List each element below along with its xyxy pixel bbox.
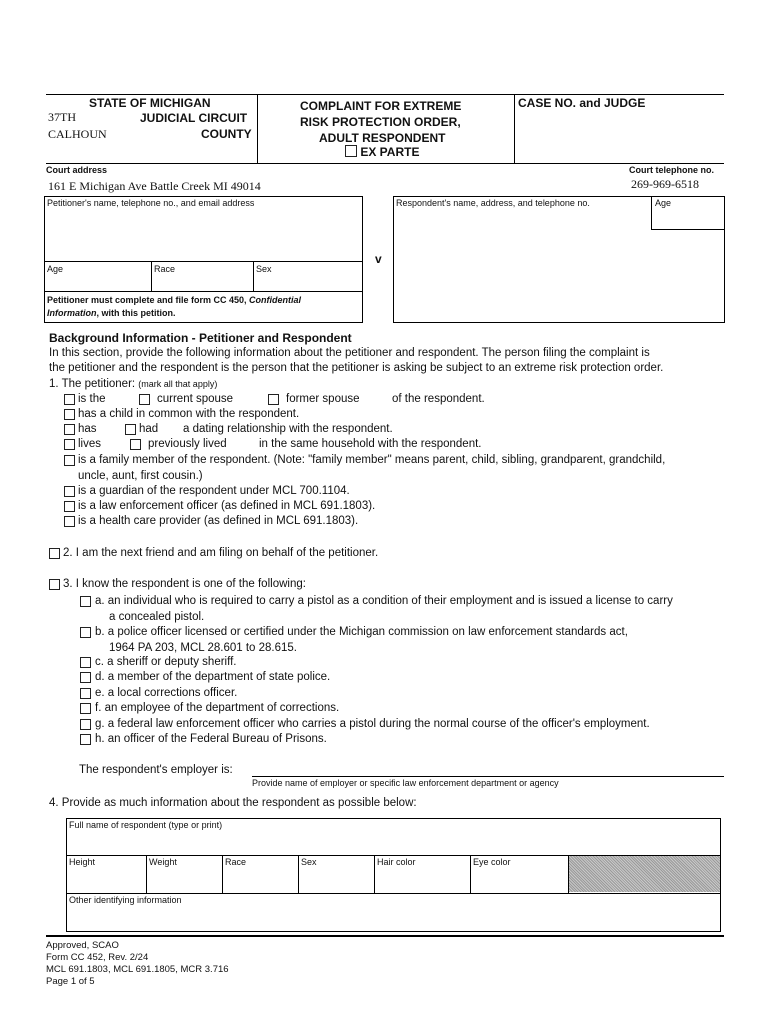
other-info-label: Other identifying information <box>69 895 182 905</box>
dating-relationship-label: a dating relationship with the respondent. <box>183 423 393 435</box>
respondent-age-divider-v <box>651 196 652 230</box>
employer-underline <box>252 776 724 777</box>
form-title-line-1: COMPLAINT FOR EXTREME <box>300 99 462 113</box>
family-member-line-1: is a family member of the respondent. (Note: "family member" means parent, child, sibling, grandparent, grandchild, <box>78 454 666 466</box>
info-col-divider-5 <box>470 855 471 893</box>
child-in-common-checkbox[interactable] <box>64 409 75 420</box>
option-g-checkbox[interactable] <box>80 719 91 730</box>
petitioner-note <box>47 294 347 320</box>
option-d-checkbox[interactable] <box>80 672 91 683</box>
eye-color-label: Eye color <box>473 857 511 867</box>
form-title-line-2: RISK PROTECTION ORDER, <box>300 115 461 129</box>
info-col-divider-4 <box>374 855 375 893</box>
option-h-checkbox[interactable] <box>80 734 91 745</box>
option-c-label: c. a sheriff or deputy sheriff. <box>95 656 237 668</box>
has-dating-checkbox[interactable] <box>64 424 75 435</box>
petitioner-row-divider-2 <box>44 291 363 292</box>
respondent-name-label: Respondent's name, address, and telephone no. <box>396 198 590 208</box>
employer-label: The respondent's employer is: <box>79 764 233 776</box>
form-title-line-3: ADULT RESPONDENT <box>319 131 446 145</box>
item-1-note: (mark all that apply) <box>138 379 218 389</box>
respondent-role-checkbox[interactable] <box>49 579 60 590</box>
petitioner-note-end: , with this petition. <box>96 308 176 318</box>
header-top-rule <box>46 94 724 95</box>
option-h-label: h. an officer of the Federal Bureau of Prisons. <box>95 733 327 745</box>
next-friend-label: 2. I am the next friend and am filing on behalf of the petitioner. <box>63 547 379 559</box>
background-intro-line-2: the petitioner and the respondent is the person that the petitioner is asking be subject to an extreme risk protection order. <box>49 362 664 374</box>
option-f-checkbox[interactable] <box>80 703 91 714</box>
state-name: STATE OF MICHIGAN <box>89 96 211 110</box>
respondent-age-label: Age <box>655 198 672 208</box>
petitioner-name-field[interactable] <box>45 210 362 260</box>
circuit-number[interactable]: 37TH <box>48 110 76 124</box>
respondent-age-divider-h <box>651 229 725 230</box>
footer-form-number: Form CC 452, Rev. 2/24 <box>46 952 149 963</box>
has-dating-label: has <box>78 423 97 435</box>
petitioner-name-label: Petitioner's name, telephone no., and email address <box>47 198 255 208</box>
child-in-common-label: has a child in common with the respondent. <box>78 408 300 420</box>
is-the-checkbox[interactable] <box>64 394 75 405</box>
option-d-label: d. a member of the department of state police. <box>95 671 331 683</box>
county-label: COUNTY <box>201 127 252 141</box>
info-col-divider-3 <box>298 855 299 893</box>
option-a-line-2: a concealed pistol. <box>109 611 205 623</box>
former-spouse-label: former spouse <box>286 393 360 405</box>
petitioner-race-label: Race <box>154 264 176 274</box>
household-label: in the same household with the respondent. <box>259 438 482 450</box>
info-col-divider-1 <box>146 855 147 893</box>
petitioner-sex-label: Sex <box>256 264 272 274</box>
had-dating-checkbox[interactable] <box>125 424 136 435</box>
petitioner-note-bold: Petitioner must complete and file form CC 450, <box>47 295 250 305</box>
employer-hint: Provide name of employer or specific law enforcement department or agency <box>252 778 559 788</box>
race-label: Race <box>225 857 247 867</box>
respondent-name-field[interactable] <box>394 210 649 321</box>
item-1-label <box>49 378 217 390</box>
footer-rule <box>46 935 724 937</box>
court-address-value[interactable]: 161 E Michigan Ave Battle Creek MI 49014 <box>48 179 261 193</box>
option-a-checkbox[interactable] <box>80 596 91 607</box>
header-divider-1 <box>257 94 258 163</box>
lives-label: lives <box>78 438 102 450</box>
ex-parte-checkbox[interactable] <box>345 145 357 157</box>
health-care-checkbox[interactable] <box>64 516 75 527</box>
info-col-divider-2 <box>222 855 223 893</box>
shaded-cell <box>569 856 720 892</box>
option-a-line-1: a. an individual who is required to carry a pistol as a condition of their employment and is issued a license to carry <box>95 595 673 607</box>
option-f-label: f. an employee of the department of corrections. <box>95 702 340 714</box>
option-g-label: g. a federal law enforcement officer who carries a pistol during the normal course of the officer's employment. <box>95 718 650 730</box>
court-phone-label: Court telephone no. <box>629 165 714 175</box>
had-dating-label: had <box>139 423 159 435</box>
previously-lived-label: previously lived <box>148 438 227 450</box>
family-member-line-2: uncle, aunt, first cousin.) <box>78 470 203 482</box>
item-1-text: 1. The petitioner: <box>49 378 136 390</box>
option-b-line-2: 1964 PA 203, MCL 28.601 to 28.615. <box>109 642 297 654</box>
info-row-divider-2 <box>66 893 721 894</box>
current-spouse-checkbox[interactable] <box>139 394 150 405</box>
option-b-checkbox[interactable] <box>80 627 91 638</box>
court-phone-value[interactable]: 269-969-6518 <box>631 177 699 191</box>
health-care-label: is a health care provider (as defined in MCL 691.1803). <box>78 515 359 527</box>
footer-page-number: Page 1 of 5 <box>46 976 95 987</box>
county-name[interactable]: CALHOUN <box>48 127 107 141</box>
guardian-checkbox[interactable] <box>64 486 75 497</box>
option-b-line-1: b. a police officer licensed or certified under the Michigan commission on law enforcement standards act, <box>95 626 628 638</box>
petitioner-age-label: Age <box>47 264 64 274</box>
background-heading: Background Information - Petitioner and Respondent <box>49 331 352 345</box>
option-e-checkbox[interactable] <box>80 688 91 699</box>
footer-mcl: MCL 691.1803, MCL 691.1805, MCR 3.716 <box>46 964 229 975</box>
current-spouse-label: current spouse <box>157 393 234 405</box>
petitioner-row-divider-1 <box>44 261 363 262</box>
petitioner-col-divider-1 <box>151 261 152 291</box>
option-e-label: e. a local corrections officer. <box>95 687 238 699</box>
petitioner-col-divider-2 <box>253 261 254 291</box>
hair-color-label: Hair color <box>377 857 416 867</box>
is-the-label: is the <box>78 393 106 405</box>
previously-lived-checkbox[interactable] <box>130 439 141 450</box>
respondent-role-label: 3. I know the respondent is one of the following: <box>63 578 306 590</box>
court-address-label: Court address <box>46 165 108 175</box>
header-bottom-rule <box>46 163 724 164</box>
guardian-label: is a guardian of the respondent under MCL 700.1104. <box>78 485 350 497</box>
footer-approved: Approved, SCAO <box>46 940 119 951</box>
circuit-label: JUDICIAL CIRCUIT <box>140 111 248 125</box>
full-name-field[interactable] <box>67 832 720 854</box>
employer-field[interactable] <box>252 762 724 776</box>
former-spouse-checkbox[interactable] <box>268 394 279 405</box>
versus-label: v <box>375 252 382 266</box>
ex-parte-label: EX PARTE <box>360 145 420 159</box>
weight-label: Weight <box>149 857 177 867</box>
family-member-checkbox[interactable] <box>64 455 75 466</box>
full-name-label: Full name of respondent (type or print) <box>69 820 223 830</box>
law-enforcement-label: is a law enforcement officer (as defined in MCL 691.1803). <box>78 500 376 512</box>
lives-checkbox[interactable] <box>64 439 75 450</box>
ex-parte-option[interactable] <box>345 145 419 159</box>
header-divider-2 <box>514 94 515 163</box>
sex-label: Sex <box>301 857 317 867</box>
background-intro-line-1: In this section, provide the following information about the petitioner and respondent. The person filing the complaint is <box>49 347 650 359</box>
petitioner-note-form-name: Confidential Information <box>47 295 302 318</box>
height-label: Height <box>69 857 96 867</box>
law-enforcement-checkbox[interactable] <box>64 501 75 512</box>
other-info-field[interactable] <box>67 907 720 931</box>
option-c-checkbox[interactable] <box>80 657 91 668</box>
item-4-label: 4. Provide as much information about the respondent as possible below: <box>49 797 417 809</box>
case-number-label: CASE NO. and JUDGE <box>518 96 646 110</box>
of-respondent-label: of the respondent. <box>392 393 485 405</box>
next-friend-checkbox[interactable] <box>49 548 60 559</box>
